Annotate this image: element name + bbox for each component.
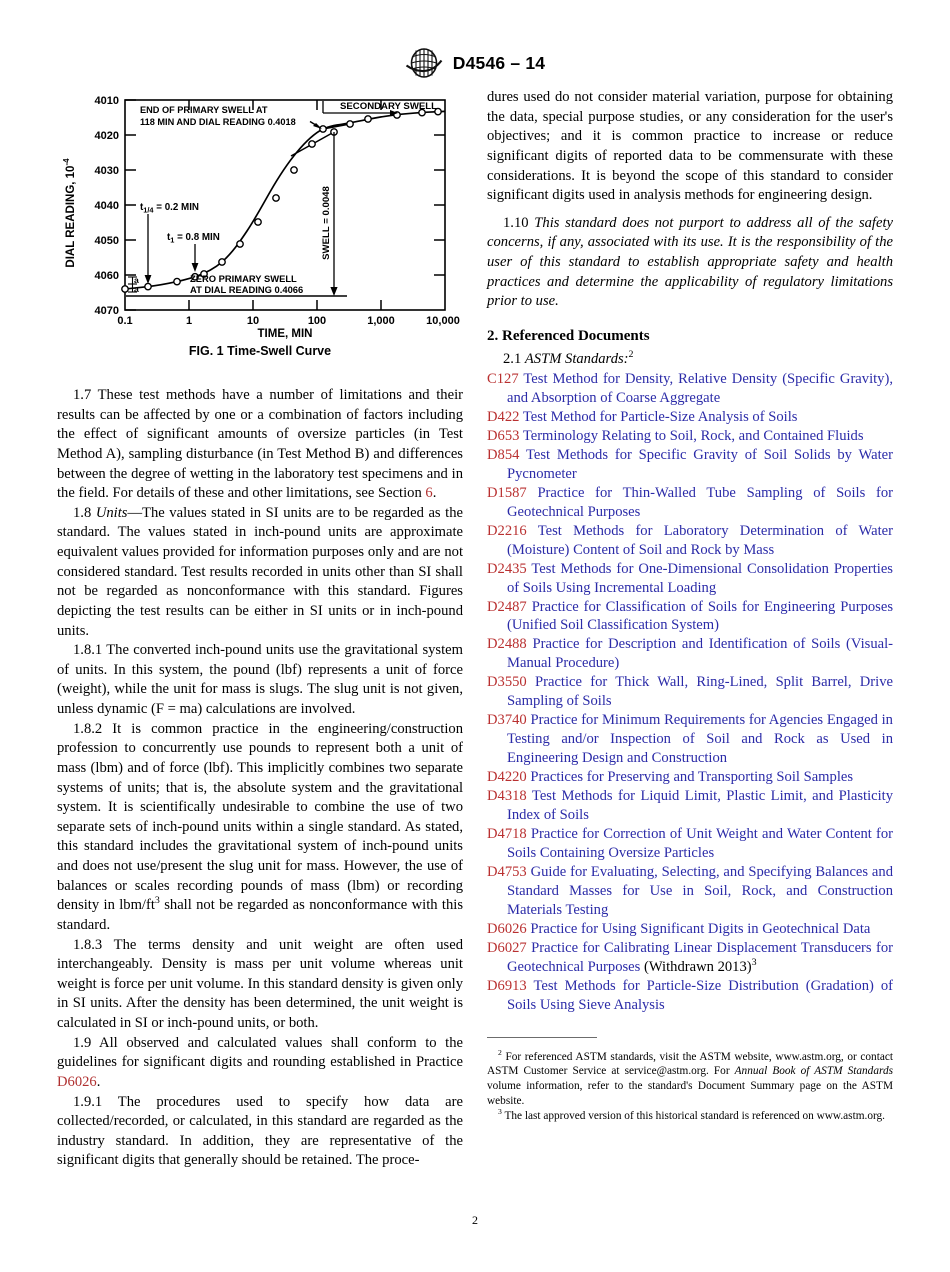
svg-text:4010: 4010 [94, 95, 119, 107]
chart-svg [57, 88, 460, 340]
reference-title: Test Methods for Particle-Size Distribution (Gradation) of Soils Using Sieve Analysis [507, 977, 894, 1013]
svg-text:100: 100 [307, 315, 327, 327]
reference-item[interactable] [487, 787, 893, 825]
svg-text:4030: 4030 [94, 165, 119, 177]
svg-text:118 MIN AND DIAL READING 0.401: 118 MIN AND DIAL READING 0.4018 [140, 117, 296, 127]
paragraph-1-7 [57, 386, 463, 504]
standard-designation: D4546 – 14 [452, 52, 546, 73]
section-6-link[interactable]: 6 [425, 485, 433, 502]
footnote-divider [487, 1037, 597, 1038]
svg-text:t1 = 0.8 MIN: $t_1 = 0.8$ MIN [167, 232, 220, 245]
figure-caption: FIG. 1 Time-Swell Curve [188, 344, 332, 358]
svg-text:a: a [134, 275, 139, 285]
reference-item[interactable] [487, 598, 893, 636]
reference-item[interactable] [487, 427, 893, 446]
paragraph-1-7-text: 1.7 These test methods have a number of limitations and their results can be affected by one or a combination of factors including the effect of significant amounts of oversize particles (in Test Method A), sampling disturbance (in Test Method B) and differences between the degree of wetting in the laboratory test specimens and in the field. For details of these and other limitations, see Section [57, 387, 463, 502]
reference-designation[interactable]: D6027 [487, 939, 527, 956]
reference-item[interactable] [487, 370, 893, 408]
svg-text:TIME, MIN: TIME, MIN [257, 328, 313, 340]
reference-item[interactable] [487, 977, 893, 1015]
reference-title: Test Methods for Liquid Limit, Plastic Limit, and Plasticity Index of Soils [507, 788, 894, 824]
svg-text:ZERO PRIMARY SWELL: ZERO PRIMARY SWELL [190, 273, 297, 284]
section-2-heading: 2. Referenced Documents [487, 327, 650, 344]
svg-text:t1/4 = 0.2 MIN: $t_{1/4} = 0.2$ MIN [140, 202, 200, 215]
superscript-3: 3 [154, 895, 160, 907]
svg-text:1,000: 1,000 [367, 315, 395, 327]
svg-text:0.1: 0.1 [117, 315, 133, 327]
reference-designation[interactable]: D4318 [487, 788, 527, 805]
reference-designation[interactable]: D6026 [487, 920, 527, 937]
reference-designation[interactable]: D2435 [487, 560, 527, 577]
paragraph-1-8-term: Units [95, 504, 128, 521]
reference-title: Test Method for Density, Relative Density (Specific Gravity), and Absorption of Coarse Aggregate [507, 370, 893, 406]
reference-designation[interactable]: D653 [487, 427, 520, 444]
svg-text:10: 10 [246, 315, 260, 327]
left-body-text [57, 386, 463, 1171]
reference-title: Practices for Preserving and Transporting Soil Samples [530, 769, 854, 786]
reference-title: Test Methods for One-Dimensional Consolidation Properties of Soils Using Incremental Loading [507, 560, 893, 596]
reference-title: Test Methods for Specific Gravity of Soil Solids by Water Pycnometer [507, 446, 893, 482]
footnote-2-italic: Annual Book of ASTM Standards [734, 1065, 893, 1078]
reference-designation[interactable]: D854 [487, 446, 520, 463]
reference-designation[interactable]: D3740 [487, 712, 527, 729]
subsection-2-1-number: 2.1 [503, 350, 525, 367]
svg-text:SWELL = 0.0048: SWELL = 0.0048 [321, 186, 332, 260]
page-number: 2 [472, 1213, 478, 1227]
reference-designation[interactable]: D2487 [487, 598, 527, 615]
figure-1 [57, 88, 463, 358]
reference-item[interactable] [487, 635, 893, 673]
svg-text:4050: 4050 [94, 235, 119, 247]
paragraph-1-8-2-text-b: shall not be regarded as nonconformance with this standard. [57, 897, 463, 933]
reference-title: Test Method for Particle-Size Analysis of Soils [522, 408, 798, 425]
footnote-2-text-b: volume information, refer to the standard's Document Summary page on the ASTM website. [487, 1080, 893, 1107]
reference-designation[interactable]: D4753 [487, 864, 527, 881]
paragraph-1-8-1: 1.8.1 The converted inch-pound units use the gravitational system of units. In this system, the pound (lbf) represents a unit of force (weight), while the unit for mass is slugs. The slug unit is not given, unless dynamic (F = ma) calculations are involved. [57, 642, 463, 717]
paragraph-1-10-text: This standard does not purport to address all of the safety concerns, if any, associated with its use. It is the responsibility of the user of this standard to establish appropriate safety and health practices and determine the applicability of regulatory limitations prior to use. [487, 214, 893, 310]
time-swell-chart [57, 88, 460, 340]
paragraph-1-10-number: 1.10 [503, 214, 535, 231]
d6026-link[interactable]: D6026 [57, 1073, 97, 1090]
svg-text:4040: 4040 [94, 200, 119, 212]
reference-designation[interactable]: D422 [487, 408, 520, 425]
right-column [487, 88, 893, 1123]
svg-text:10,000: 10,000 [426, 315, 460, 327]
reference-title: Terminology Relating to Soil, Rock, and Contained Fluids [522, 427, 864, 444]
reference-designation[interactable]: D1587 [487, 484, 527, 501]
astm-logo [405, 48, 443, 78]
reference-item[interactable] [487, 711, 893, 768]
footnote-3-text: The last approved version of this historical standard is referenced on www.astm.org. [504, 1109, 886, 1122]
reference-title: Practice for Classification of Soils for Engineering Purposes (Unified Soil Classification System) [507, 598, 893, 634]
reference-title: Guide for Evaluating, Selecting, and Specifying Balances and Standard Masses for Use in Soil, Rock, and Construction Materials Testing [507, 864, 893, 918]
reference-designation[interactable]: C127 [487, 370, 519, 387]
footnotes [487, 1050, 893, 1123]
reference-item[interactable] [487, 522, 893, 560]
paragraph-continued: dures used do not consider material variation, purpose for obtaining the data, special purpose studies, or any consideration for the user's objectives; and it is common practice to increase or reduce significant digits of reported data to be commensurate with these considerations. It is beyond the scope of this standard to consider significant digits used in analysis methods for engineering design. [487, 89, 893, 204]
left-column [57, 88, 463, 1171]
svg-text:4060: 4060 [94, 270, 119, 282]
reference-designation[interactable]: D4220 [487, 769, 527, 786]
footnote-3 [487, 1106, 893, 1124]
footnote-marker-3[interactable]: 3 [751, 957, 757, 969]
paragraph-1-8 [57, 504, 463, 641]
svg-text:END OF PRIMARY SWELL AT: END OF PRIMARY SWELL AT [140, 105, 268, 115]
svg-text:1: 1 [185, 315, 193, 327]
footnote-2 [487, 1050, 893, 1109]
reference-item[interactable] [487, 408, 893, 427]
subsection-2-1 [487, 351, 893, 368]
reference-title: Practice for Minimum Requirements for Agencies Engaged in Testing and/or Inspection of Soil and Rock as Used in Engineering Design and Construction [507, 712, 893, 767]
reference-item[interactable] [487, 560, 893, 598]
reference-designation[interactable]: D2488 [487, 636, 527, 653]
paragraph-1-8-number: 1.8 [73, 504, 96, 521]
svg-text:a: a [134, 284, 139, 294]
footnote-2-text-a: For referenced ASTM standards, visit the ASTM website, www.astm.org, or contact ASTM Customer Service at service@astm.org. For [487, 1050, 893, 1078]
paragraph-1-8-3: 1.8.3 The terms density and unit weight are often used interchangeably. Density is mass per unit volume whereas unit weight is force per unit volume. In this standard density is given only in SI units. After the density has been determined, the unit weight is calculated in SI or inch-pound units, or both. [57, 936, 463, 1031]
paragraph-1-8-2-text-a: 1.8.2 It is common practice in the engineering/construction profession to concurrently use pounds to represent both a unit of mass (lbm) and of force (lbf). This implicitly combines two separate systems of units; that is, the absolute system and the gravitational system. It is scientifically undesirable to combine the use of two separate sets of inch-pound units within a single standard. As stated, this standard includes the gravitational system of inch-pound units and does not use/present the slug unit for mass. However, the use of balances or scales recording pounds of mass (lbm) or recording density in lbm/ft [57, 720, 463, 914]
reference-item[interactable] [487, 920, 893, 939]
reference-item[interactable] [487, 673, 893, 711]
reference-title: Practice for Using Significant Digits in Geotechnical Data [530, 920, 871, 937]
reference-item[interactable] [487, 863, 893, 920]
paragraph-1-8-text: —The values stated in SI units are to be regarded as the standard. The values stated in inch-pound units are approximate equivalent values provided for information purposes only and are not considered standard. Test results recorded in units other than SI shall not be regarded as nonconformance with this standard. Figures depicting the test results can be either in SI units or in inch-pound units. [57, 504, 463, 639]
subsection-2-1-label: ASTM Standards: [524, 350, 629, 367]
footnote-marker-2[interactable]: 2 [628, 349, 634, 361]
reference-title: Test Methods for Laboratory Determination of Water (Moisture) Content of Soil and Rock by Mass [507, 522, 893, 558]
reference-designation[interactable]: D6913 [487, 977, 527, 994]
footnote-2-marker: 2 [498, 1048, 502, 1058]
reference-item[interactable] [487, 768, 893, 787]
svg-text:4020: 4020 [94, 130, 119, 142]
reference-title: Practice for Correction of Unit Weight and Water Content for Soils Containing Oversize Particles [507, 826, 893, 862]
paragraph-1-9-text: 1.9 All observed and calculated values shall conform to the guidelines for significant digits and rounding established in Practice [57, 1034, 463, 1071]
paragraph-1-9-period: . [96, 1073, 101, 1090]
reference-item[interactable] [487, 446, 893, 484]
reference-title: Practice for Thin-Walled Tube Sampling of Soils for Geotechnical Purposes [507, 484, 893, 520]
reference-title: Practice for Description and Identification of Soils (Visual-Manual Procedure) [507, 636, 894, 672]
svg-text:AT DIAL READING 0.4066: AT DIAL READING 0.4066 [190, 284, 304, 295]
reference-item[interactable] [487, 825, 893, 863]
svg-text:SECONDARY SWELL: SECONDARY SWELL [340, 101, 438, 112]
reference-designation[interactable]: D2216 [487, 522, 527, 539]
paragraph-1-7-period: . [432, 485, 437, 502]
paragraph-1-8-2 [57, 720, 463, 936]
paragraph-1-9-1: 1.9.1 The procedures used to specify how data are collected/recorded, or calculated, in this standard are regarded as the industry standard. In addition, they are representative of the significant digits that generally should be retained. The proce- [57, 1093, 463, 1169]
reference-designation[interactable]: D3550 [487, 674, 527, 691]
reference-designation[interactable]: D4718 [487, 826, 527, 843]
reference-title: Practice for Thick Wall, Ring-Lined, Split Barrel, Drive Sampling of Soils [507, 674, 893, 710]
page-header [0, 48, 950, 78]
svg-text:4070: 4070 [94, 305, 119, 317]
paragraph-1-9 [57, 1034, 463, 1093]
paragraph-1-10 [487, 214, 893, 312]
reference-title: Practice for Calibrating Linear Displacement Transducers for Geotechnical Purposes [507, 939, 893, 975]
referenced-documents-list [487, 370, 893, 1015]
reference-item[interactable] [487, 484, 893, 522]
reference-item[interactable] [487, 939, 893, 977]
footnote-3-marker: 3 [498, 1106, 502, 1116]
svg-text:DIAL READING, 10-4: DIAL READING, $10^{-4}$ [62, 158, 77, 268]
reference-withdrawn-note: (Withdrawn 2013) [640, 958, 752, 975]
